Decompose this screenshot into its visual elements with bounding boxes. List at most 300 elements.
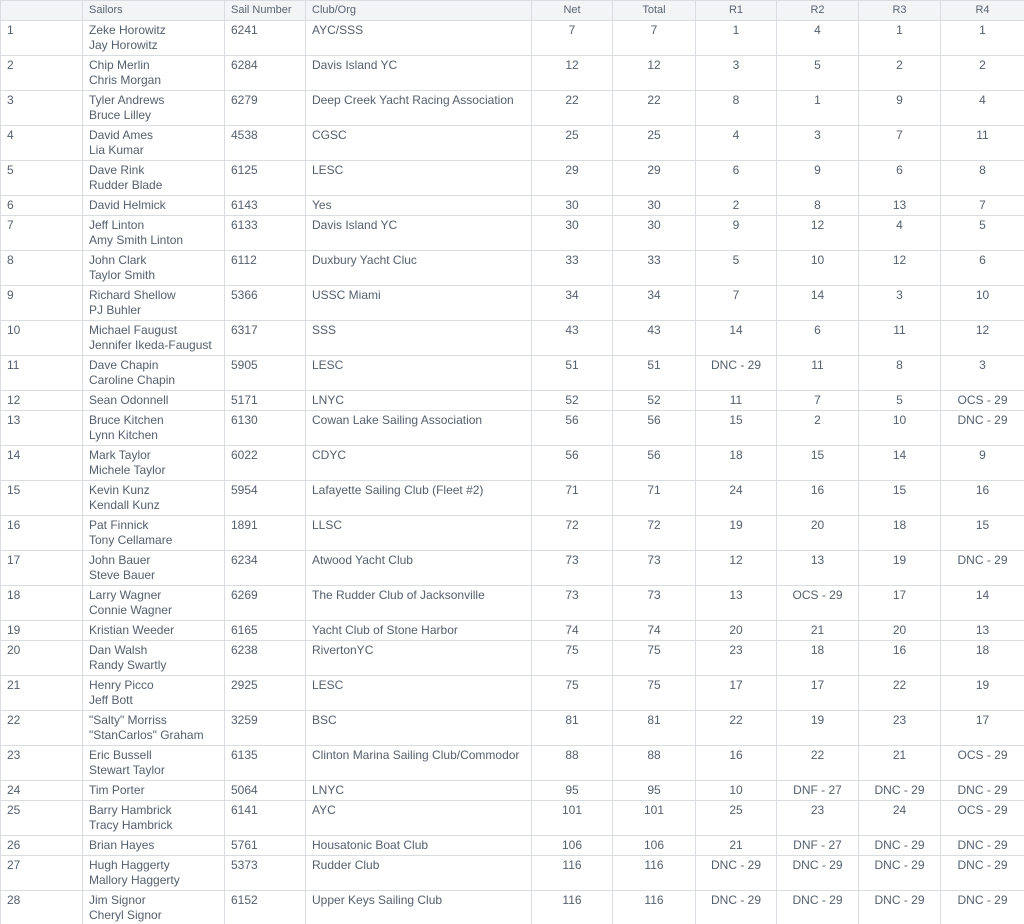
r2-cell: DNF - 27 (777, 781, 859, 801)
r2-cell: 22 (777, 746, 859, 781)
sailor-name: Kristian Weeder (89, 623, 175, 637)
r4-cell: 10 (941, 286, 1024, 321)
sailor-name: Bruce Kitchen (89, 413, 164, 427)
table-row (1, 161, 1024, 196)
total-cell: 30 (613, 196, 696, 216)
r3-cell: 2 (859, 56, 941, 91)
column-header-total: Total (613, 1, 696, 21)
r4-cell: OCS - 29 (941, 746, 1024, 781)
sailor-name: Henry Picco (89, 678, 154, 692)
r1-cell: 12 (696, 551, 777, 586)
column-header-r1: R1 (696, 1, 777, 21)
r1-cell: DNC - 29 (696, 891, 777, 924)
r2-cell: 17 (777, 676, 859, 711)
sailor-name: John Clark (89, 253, 147, 267)
total-cell: 22 (613, 91, 696, 126)
total-cell: 73 (613, 586, 696, 621)
column-header-r4: R4 (941, 1, 1024, 21)
sailor-name: David Helmick (89, 198, 166, 212)
r2-cell: 2 (777, 411, 859, 446)
table-row (1, 551, 1024, 586)
r2-cell: DNC - 29 (777, 891, 859, 924)
total-cell: 95 (613, 781, 696, 801)
header-row (1, 1, 1024, 21)
r4-cell: DNC - 29 (941, 836, 1024, 856)
r4-cell: 14 (941, 586, 1024, 621)
r3-cell: 5 (859, 391, 941, 411)
r3-cell: DNC - 29 (859, 836, 941, 856)
rank-cell: 13 (1, 411, 83, 446)
sailors-cell (83, 126, 225, 161)
r3-cell: 20 (859, 621, 941, 641)
net-cell: 22 (532, 91, 613, 126)
r4-cell: 2 (941, 56, 1024, 91)
club-org-cell: BSC (306, 711, 532, 746)
sail-number-cell: 5954 (225, 481, 306, 516)
r2-cell: 16 (777, 481, 859, 516)
r4-cell: DNC - 29 (941, 781, 1024, 801)
r3-cell: DNC - 29 (859, 856, 941, 891)
net-cell: 51 (532, 356, 613, 391)
sailors-cell (83, 586, 225, 621)
column-header-sailors: Sailors (83, 1, 225, 21)
club-org-cell: Upper Keys Sailing Club (306, 891, 532, 924)
total-cell: 101 (613, 801, 696, 836)
sailors-cell (83, 621, 225, 641)
r3-cell: 13 (859, 196, 941, 216)
club-org-cell: Davis Island YC (306, 56, 532, 91)
total-cell: 116 (613, 856, 696, 891)
rank-cell: 9 (1, 286, 83, 321)
sailors-cell (83, 711, 225, 746)
total-cell: 88 (613, 746, 696, 781)
r1-cell: 18 (696, 446, 777, 481)
rank-cell: 22 (1, 711, 83, 746)
r2-cell: DNC - 29 (777, 856, 859, 891)
sailors-cell (83, 161, 225, 196)
club-org-cell: CGSC (306, 126, 532, 161)
sailors-cell (83, 891, 225, 924)
table-body (1, 21, 1024, 924)
sailor-name: Michael Faugust (89, 323, 178, 337)
club-org-cell: Davis Island YC (306, 216, 532, 251)
r2-cell: 14 (777, 286, 859, 321)
r1-cell: 25 (696, 801, 777, 836)
club-org-cell: Housatonic Boat Club (306, 836, 532, 856)
sailor-name: Tracy Hambrick (89, 818, 173, 832)
r3-cell: 6 (859, 161, 941, 196)
sailor-name: Rudder Blade (89, 178, 163, 192)
rank-cell: 6 (1, 196, 83, 216)
net-cell: 116 (532, 891, 613, 924)
sail-number-cell: 6165 (225, 621, 306, 641)
sailor-name: Kevin Kunz (89, 483, 150, 497)
sail-number-cell: 3259 (225, 711, 306, 746)
sailor-name: Randy Swartly (89, 658, 167, 672)
r3-cell: DNC - 29 (859, 781, 941, 801)
r4-cell: 18 (941, 641, 1024, 676)
sailors-cell (83, 286, 225, 321)
sailors-cell (83, 481, 225, 516)
sailor-name: "StanCarlos" Graham (89, 728, 204, 742)
r3-cell: 18 (859, 516, 941, 551)
sailors-cell (83, 856, 225, 891)
table-row (1, 321, 1024, 356)
sail-number-cell: 6112 (225, 251, 306, 286)
r1-cell: 14 (696, 321, 777, 356)
r1-cell: DNC - 29 (696, 856, 777, 891)
club-org-cell: Atwood Yacht Club (306, 551, 532, 586)
total-cell: 71 (613, 481, 696, 516)
r4-cell: 16 (941, 481, 1024, 516)
sail-number-cell: 6238 (225, 641, 306, 676)
club-org-cell: CDYC (306, 446, 532, 481)
total-cell: 75 (613, 676, 696, 711)
r1-cell: 11 (696, 391, 777, 411)
club-org-cell: Deep Creek Yacht Racing Association (306, 91, 532, 126)
sail-number-cell: 6125 (225, 161, 306, 196)
total-cell: 72 (613, 516, 696, 551)
r1-cell: 23 (696, 641, 777, 676)
rank-cell: 10 (1, 321, 83, 356)
club-org-cell: Lafayette Sailing Club (Fleet #2) (306, 481, 532, 516)
r2-cell: 15 (777, 446, 859, 481)
sailor-name: Larry Wagner (89, 588, 162, 602)
sailors-cell (83, 836, 225, 856)
r4-cell: 9 (941, 446, 1024, 481)
sail-number-cell: 6284 (225, 56, 306, 91)
r1-cell: 24 (696, 481, 777, 516)
table-row (1, 216, 1024, 251)
total-cell: 73 (613, 551, 696, 586)
sailor-name: Bruce Lilley (89, 108, 152, 122)
table-row (1, 711, 1024, 746)
rank-cell: 17 (1, 551, 83, 586)
sailor-name: Stewart Taylor (89, 763, 165, 777)
club-org-cell: Rudder Club (306, 856, 532, 891)
rank-cell: 26 (1, 836, 83, 856)
sailor-name: Lynn Kitchen (89, 428, 158, 442)
club-org-cell: Yacht Club of Stone Harbor (306, 621, 532, 641)
club-org-cell: AYC/SSS (306, 21, 532, 56)
r3-cell: 7 (859, 126, 941, 161)
sailors-cell (83, 411, 225, 446)
rank-cell: 1 (1, 21, 83, 56)
net-cell: 106 (532, 836, 613, 856)
net-cell: 95 (532, 781, 613, 801)
sailor-name: Barry Hambrick (89, 803, 172, 817)
sail-number-cell: 6135 (225, 746, 306, 781)
total-cell: 12 (613, 56, 696, 91)
table-row (1, 676, 1024, 711)
sailor-name: "Salty" Morriss (89, 713, 167, 727)
r1-cell: 21 (696, 836, 777, 856)
column-header-r2: R2 (777, 1, 859, 21)
total-cell: 30 (613, 216, 696, 251)
r1-cell: 1 (696, 21, 777, 56)
sailors-cell (83, 746, 225, 781)
sailor-name: Tyler Andrews (89, 93, 165, 107)
club-org-cell: LESC (306, 676, 532, 711)
r4-cell: 4 (941, 91, 1024, 126)
net-cell: 74 (532, 621, 613, 641)
r2-cell: DNF - 27 (777, 836, 859, 856)
sailor-name: Caroline Chapin (89, 373, 176, 387)
r2-cell: 7 (777, 391, 859, 411)
r2-cell: 21 (777, 621, 859, 641)
net-cell: 52 (532, 391, 613, 411)
column-header-r3: R3 (859, 1, 941, 21)
sail-number-cell: 6143 (225, 196, 306, 216)
sailors-cell (83, 516, 225, 551)
net-cell: 30 (532, 196, 613, 216)
total-cell: 106 (613, 836, 696, 856)
rank-cell: 15 (1, 481, 83, 516)
sailor-name: Chris Morgan (89, 73, 162, 87)
sail-number-cell: 5905 (225, 356, 306, 391)
net-cell: 30 (532, 216, 613, 251)
net-cell: 56 (532, 446, 613, 481)
r4-cell: 17 (941, 711, 1024, 746)
rank-cell: 28 (1, 891, 83, 924)
sailor-name: Tony Cellamare (89, 533, 173, 547)
r2-cell: 19 (777, 711, 859, 746)
sail-number-cell: 6022 (225, 446, 306, 481)
rank-cell: 3 (1, 91, 83, 126)
rank-cell: 7 (1, 216, 83, 251)
r2-cell: 20 (777, 516, 859, 551)
r4-cell: 7 (941, 196, 1024, 216)
r4-cell: 19 (941, 676, 1024, 711)
r4-cell: DNC - 29 (941, 551, 1024, 586)
sailors-cell (83, 251, 225, 286)
sailor-name: John Bauer (89, 553, 151, 567)
total-cell: 51 (613, 356, 696, 391)
club-org-cell: Cowan Lake Sailing Association (306, 411, 532, 446)
rank-cell: 12 (1, 391, 83, 411)
table-row (1, 516, 1024, 551)
net-cell: 25 (532, 126, 613, 161)
column-header-club-org: Club/Org (306, 1, 532, 21)
sailor-name: Dan Walsh (89, 643, 148, 657)
club-org-cell: LESC (306, 356, 532, 391)
total-cell: 7 (613, 21, 696, 56)
net-cell: 7 (532, 21, 613, 56)
total-cell: 74 (613, 621, 696, 641)
rank-cell: 8 (1, 251, 83, 286)
table-row (1, 641, 1024, 676)
r1-cell: 10 (696, 781, 777, 801)
total-cell: 75 (613, 641, 696, 676)
net-cell: 88 (532, 746, 613, 781)
total-cell: 29 (613, 161, 696, 196)
table-row (1, 126, 1024, 161)
net-cell: 71 (532, 481, 613, 516)
r3-cell: 15 (859, 481, 941, 516)
sailor-name: Mallory Haggerty (89, 873, 180, 887)
total-cell: 34 (613, 286, 696, 321)
club-org-cell: RivertonYC (306, 641, 532, 676)
r1-cell: 5 (696, 251, 777, 286)
rank-cell: 4 (1, 126, 83, 161)
sailors-cell (83, 781, 225, 801)
table-row (1, 286, 1024, 321)
rank-cell: 27 (1, 856, 83, 891)
table-row (1, 251, 1024, 286)
table-row (1, 56, 1024, 91)
sailors-cell (83, 91, 225, 126)
net-cell: 73 (532, 586, 613, 621)
table-row (1, 891, 1024, 924)
sailor-name: Cheryl Signor (89, 908, 162, 922)
sailor-name: Brian Hayes (89, 838, 155, 852)
r4-cell: 8 (941, 161, 1024, 196)
r1-cell: 15 (696, 411, 777, 446)
table-row (1, 446, 1024, 481)
club-org-cell: Clinton Marina Sailing Club/Commodor (306, 746, 532, 781)
sail-number-cell: 4538 (225, 126, 306, 161)
r2-cell: 4 (777, 21, 859, 56)
sailors-cell (83, 56, 225, 91)
rank-cell: 18 (1, 586, 83, 621)
r2-cell: 13 (777, 551, 859, 586)
club-org-cell: Yes (306, 196, 532, 216)
sail-number-cell: 6234 (225, 551, 306, 586)
r4-cell: 1 (941, 21, 1024, 56)
total-cell: 43 (613, 321, 696, 356)
r4-cell: OCS - 29 (941, 391, 1024, 411)
sailors-cell (83, 321, 225, 356)
sail-number-cell: 5761 (225, 836, 306, 856)
r3-cell: 24 (859, 801, 941, 836)
club-org-cell: AYC (306, 801, 532, 836)
total-cell: 81 (613, 711, 696, 746)
sailor-name: Jeff Linton (89, 218, 145, 232)
club-org-cell: Duxbury Yacht Cluc (306, 251, 532, 286)
table-row (1, 801, 1024, 836)
sailor-name: Jay Horowitz (89, 38, 158, 52)
r4-cell: DNC - 29 (941, 856, 1024, 891)
r2-cell: 11 (777, 356, 859, 391)
r2-cell: 9 (777, 161, 859, 196)
net-cell: 29 (532, 161, 613, 196)
club-org-cell: The Rudder Club of Jacksonville (306, 586, 532, 621)
table-row (1, 621, 1024, 641)
rank-cell: 21 (1, 676, 83, 711)
rank-cell: 23 (1, 746, 83, 781)
rank-cell: 20 (1, 641, 83, 676)
r3-cell: 16 (859, 641, 941, 676)
r2-cell: 23 (777, 801, 859, 836)
sailors-cell (83, 641, 225, 676)
r2-cell: 8 (777, 196, 859, 216)
sailor-name: Connie Wagner (89, 603, 172, 617)
table-row (1, 391, 1024, 411)
net-cell: 56 (532, 411, 613, 446)
r3-cell: 21 (859, 746, 941, 781)
sail-number-cell: 1891 (225, 516, 306, 551)
table-row (1, 481, 1024, 516)
sailor-name: Taylor Smith (89, 268, 156, 282)
club-org-cell: LNYC (306, 391, 532, 411)
table-row (1, 21, 1024, 56)
rank-cell: 2 (1, 56, 83, 91)
net-cell: 81 (532, 711, 613, 746)
sailors-cell (83, 551, 225, 586)
total-cell: 25 (613, 126, 696, 161)
r2-cell: 5 (777, 56, 859, 91)
total-cell: 33 (613, 251, 696, 286)
r3-cell: 14 (859, 446, 941, 481)
table-row (1, 586, 1024, 621)
club-org-cell: SSS (306, 321, 532, 356)
r2-cell: 10 (777, 251, 859, 286)
sailors-cell (83, 676, 225, 711)
r1-cell: 4 (696, 126, 777, 161)
sailors-cell (83, 801, 225, 836)
sailor-name: Michele Taylor (89, 463, 166, 477)
r4-cell: 15 (941, 516, 1024, 551)
rank-cell: 24 (1, 781, 83, 801)
r2-cell: OCS - 29 (777, 586, 859, 621)
sail-number-cell: 6141 (225, 801, 306, 836)
rank-cell: 14 (1, 446, 83, 481)
column-header-sail-number: Sail Number (225, 1, 306, 21)
r1-cell: 16 (696, 746, 777, 781)
column-header-rank (1, 1, 83, 21)
total-cell: 56 (613, 411, 696, 446)
table-row (1, 196, 1024, 216)
r3-cell: 23 (859, 711, 941, 746)
r2-cell: 18 (777, 641, 859, 676)
net-cell: 75 (532, 676, 613, 711)
r1-cell: 22 (696, 711, 777, 746)
r3-cell: 22 (859, 676, 941, 711)
r3-cell: 10 (859, 411, 941, 446)
r4-cell: DNC - 29 (941, 411, 1024, 446)
r4-cell: 13 (941, 621, 1024, 641)
r1-cell: 13 (696, 586, 777, 621)
sailors-cell (83, 196, 225, 216)
r4-cell: OCS - 29 (941, 801, 1024, 836)
net-cell: 73 (532, 551, 613, 586)
club-org-cell: LNYC (306, 781, 532, 801)
net-cell: 43 (532, 321, 613, 356)
sailor-name: Jennifer Ikeda-Faugust (89, 338, 212, 352)
sailors-cell (83, 391, 225, 411)
total-cell: 52 (613, 391, 696, 411)
table-row (1, 746, 1024, 781)
sailor-name: Kendall Kunz (89, 498, 160, 512)
r1-cell: 7 (696, 286, 777, 321)
sailor-name: Amy Smith Linton (89, 233, 184, 247)
table-row (1, 356, 1024, 391)
table-row (1, 856, 1024, 891)
sailors-cell (83, 21, 225, 56)
r2-cell: 1 (777, 91, 859, 126)
sail-number-cell: 6152 (225, 891, 306, 924)
r3-cell: 17 (859, 586, 941, 621)
table-row (1, 836, 1024, 856)
r1-cell: 20 (696, 621, 777, 641)
table-row (1, 91, 1024, 126)
r1-cell: 19 (696, 516, 777, 551)
r4-cell: DNC - 29 (941, 891, 1024, 924)
club-org-cell: USSC Miami (306, 286, 532, 321)
sail-number-cell: 6130 (225, 411, 306, 446)
r4-cell: 11 (941, 126, 1024, 161)
sailor-name: Dave Chapin (89, 358, 159, 372)
